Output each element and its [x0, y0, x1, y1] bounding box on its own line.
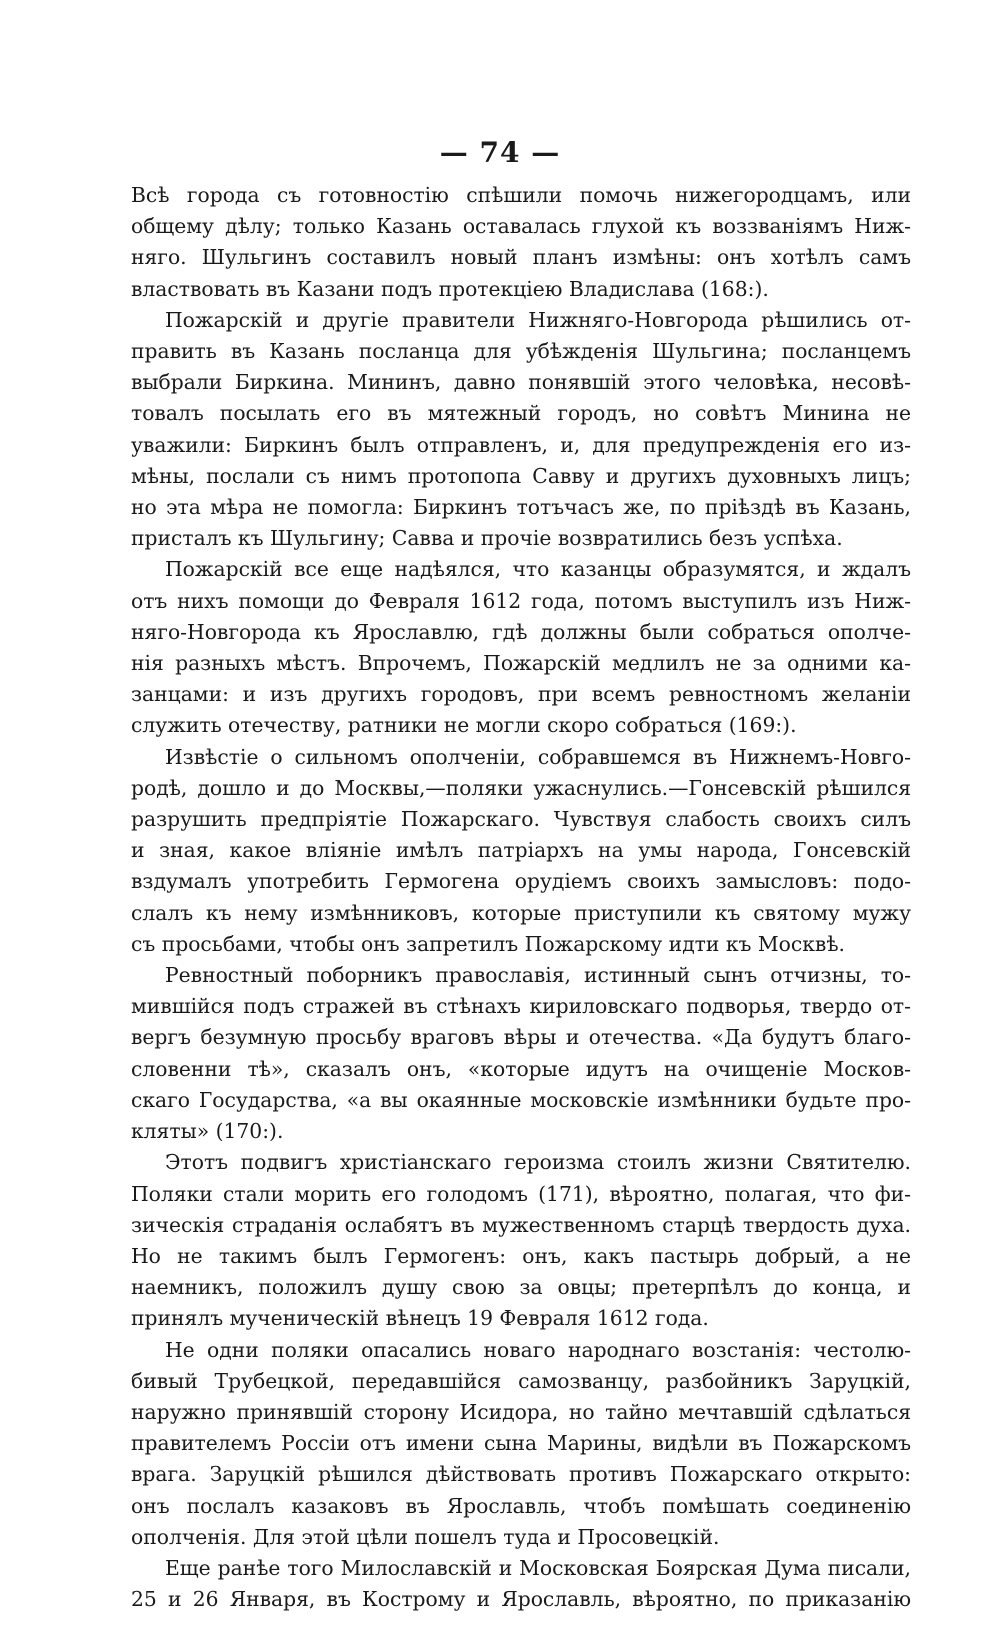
text-line: мѣны, послали съ нимъ протопопа Савву и другихъ духовныхъ лицъ; — [131, 463, 911, 488]
text-line: Поляки стали морить его голодомъ (171), вѣроятно, полагая, что фи- — [131, 1181, 911, 1206]
text-line: Ревностный поборникъ православія, истинный сынъ отчизны, то- — [165, 963, 911, 988]
text-line: Всѣ города съ готовностію спѣшили помочь нижегородцамъ, или — [131, 183, 911, 207]
text-line: няго. Шульгинъ составилъ новый планъ измѣны: онъ хотѣлъ самъ — [131, 245, 911, 270]
text-line: Но не такимъ былъ Гермогенъ: онъ, какъ пастырь добрый, а не — [131, 1243, 911, 1268]
text-line: онъ послалъ казаковъ въ Ярославль, чтобъ помѣшать соединенію — [131, 1493, 911, 1518]
text-line: Еще ранѣе того Милославскій и Московская Боярская Дума писали, — [165, 1555, 911, 1580]
text-line: няго-Новгорода къ Ярославлю, гдѣ должны были собраться ополче- — [131, 619, 911, 644]
text-line: занцами: и изъ другихъ городовъ, при всемъ ревностномъ желаніи — [131, 682, 911, 707]
text-line: съ просьбами, чтобы онъ запретилъ Пожарскому идти къ Москвѣ. — [131, 931, 846, 956]
text-line: мившійся подъ стражей въ стѣнахъ кириловскаго подворья, твердо от- — [131, 994, 911, 1019]
text-line: и зная, какое вліяніе имѣлъ патріархъ на умы народа, Гонсевскій — [131, 838, 911, 863]
text-line: Этотъ подвигъ христіанскаго героизма стоилъ жизни Святителю. — [165, 1150, 911, 1175]
text-line: скаго Государства, «а вы окаянные московскіе измѣнники будьте про- — [131, 1087, 911, 1112]
text-line: уважили: Биркинъ былъ отправленъ, и, для предупрежденія его из- — [131, 432, 911, 457]
text-line: но эта мѣра не помогла: Биркинъ тотъчасъ же, по пріѣздѣ въ Казань, — [131, 495, 911, 520]
text-line: родѣ, дошло и до Москвы,—поляки ужаснулись.—Гонсевскій рѣшился — [131, 775, 911, 800]
body-text — [131, 180, 911, 1615]
text-line: служить отечеству, ратники не могли скоро собраться (169:). — [131, 713, 797, 738]
text-line: разрушить предпріятіе Пожарскаго. Чувствуя слабость своихъ силъ — [131, 807, 911, 832]
text-line: Извѣстіе о сильномъ ополченіи, собравшемся въ Нижнемъ-Новго- — [165, 744, 911, 769]
text-line: вергъ безумную просьбу враговъ вѣры и отечества. «Да будутъ благо- — [131, 1025, 911, 1050]
text-line: Не одни поляки опасались новаго народнаго возстанія: честолю- — [165, 1337, 911, 1362]
text-line: общему дѣлу; только Казань оставалась глухой къ воззваніямъ Ниж- — [131, 214, 911, 239]
text-line: выбрали Биркина. Мининъ, давно понявшій этого человѣка, несовѣ- — [131, 370, 911, 395]
text-line: править въ Казань посланца для убѣжденія Шульгина; посланцемъ — [131, 339, 911, 364]
text-line: зическія страданія ослабятъ въ мужественномъ старцѣ твердость духа. — [131, 1212, 911, 1237]
text-line: ополченія. Для этой цѣли пошелъ туда и Просовецкій. — [131, 1524, 720, 1549]
text-line: слалъ къ нему измѣнниковъ, которые приступили къ святому мужу — [131, 900, 911, 925]
text-line: властвовать въ Казани подъ протекціею Владислава (168:). — [131, 276, 769, 301]
text-line: нія разныхъ мѣстъ. Впрочемъ, Пожарскій медлилъ не за одними ка- — [131, 651, 911, 676]
text-line: кляты» (170:). — [131, 1119, 284, 1144]
text-line: наружно принявшій сторону Исидора, но тайно мечтавшій сдѣлаться — [131, 1399, 911, 1424]
text-line: правителемъ Россіи отъ имени сына Марины, видѣли въ Пожарскомъ — [131, 1431, 911, 1456]
text-line: врага. Заруцкій рѣшился дѣйствовать противъ Пожарскаго открыто: — [131, 1462, 911, 1487]
text-line: присталъ къ Шульгину; Савва и прочіе возвратились безъ успѣха. — [131, 526, 843, 551]
text-line: отъ нихъ помощи до Февраля 1612 года, потомъ выступилъ изъ Ниж- — [131, 588, 911, 613]
text-line: Пожарскій все еще надѣялся, что казанцы образумятся, и ждалъ — [165, 557, 911, 582]
text-line: наемникъ, положилъ душу свою за овцы; претерпѣлъ до конца, и — [131, 1275, 911, 1300]
text-line: товалъ посылать его въ мятежный городъ, но совѣтъ Минина не — [131, 401, 911, 426]
text-line: принялъ мученическій вѣнецъ 19 Февраля 1612 года. — [131, 1306, 709, 1331]
text-line: вздумалъ употребить Гермогена орудіемъ своихъ замысловъ: подо- — [131, 869, 911, 894]
text-line: Пожарскій и другіе правители Нижняго-Новгорода рѣшились от- — [165, 307, 911, 332]
page-number: — 74 — — [439, 136, 561, 169]
text-line: 25 и 26 Января, въ Кострому и Ярославль, вѣроятно, по приказанію — [131, 1587, 911, 1612]
text-line: бивый Трубецкой, передавшійся самозванцу, разбойникъ Заруцкій, — [131, 1368, 911, 1393]
text-line: словенни тѣ», сказалъ онъ, «которые идутъ на очищеніе Москов- — [131, 1056, 911, 1081]
